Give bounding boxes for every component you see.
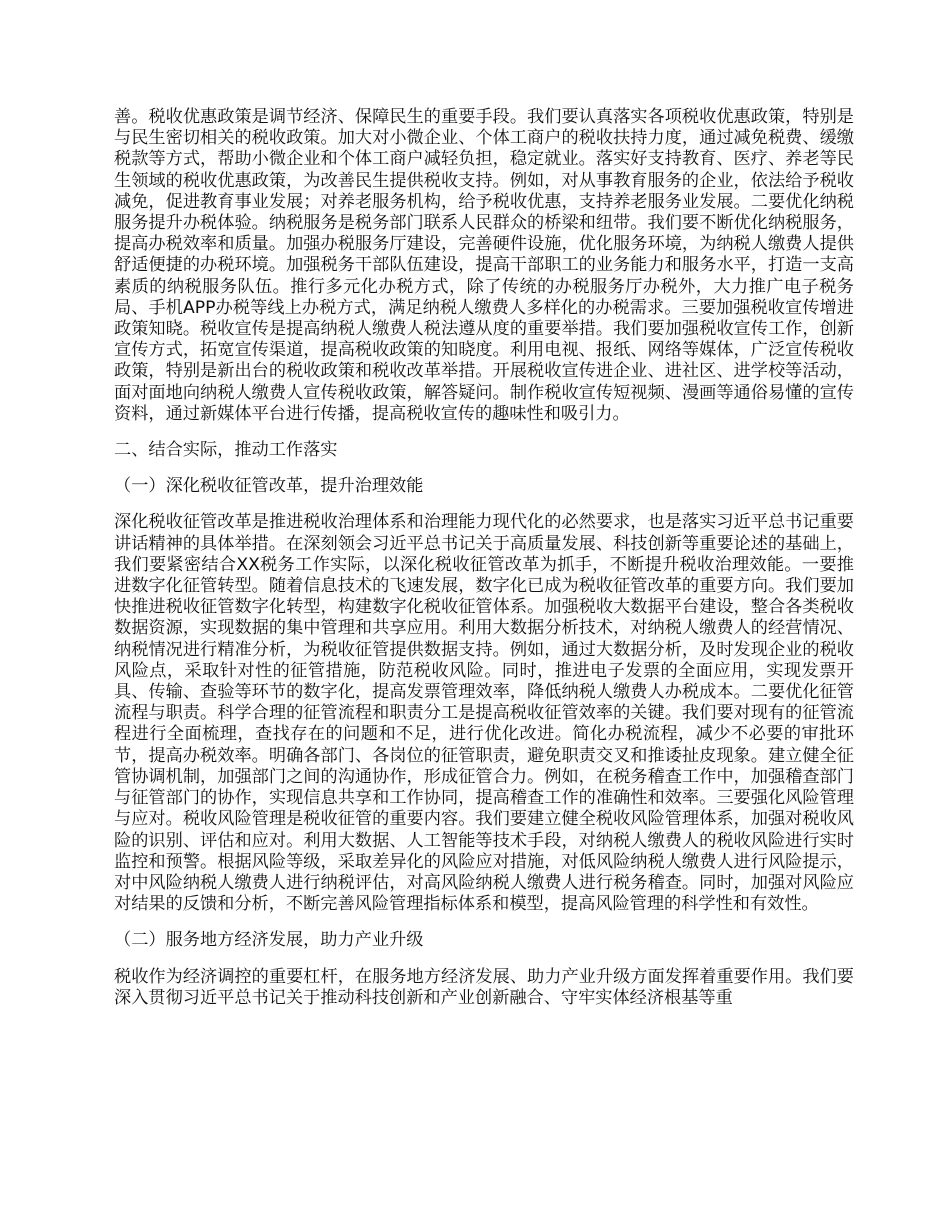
subsection-heading: （一）深化税收征管改革，提升治理效能 — [114, 476, 424, 497]
section-heading: 二、结合实际，推动工作落实 — [114, 440, 338, 461]
subsection-heading: （二）服务地方经济发展，助力产业升级 — [114, 930, 424, 951]
document-page — [114, 107, 854, 1009]
body-paragraph: 深化税收征管改革是推进税收治理体系和治理能力现代化的必然要求，也是落实习近平总书记重要讲话精神的具体举措。在深刻领会习近平总书记关于高质量发展、科技创新等重要论述的基础上，我们要紧密结合XX税务工作实际，以深化税收征管改革为抓手，不断提升税收治理效能。一要推进数字化征管转型。随着信息技术的飞速发展，数字化已成为税收征管改革的重要方向。我们要加快推进税收征管数字化转型，构建数字化税收征管体系。加强税收大数据平台建设，整合各类税收数据资源，实现数据的集中管理和共享应用。利用大数据分析技术，对纳税人缴费人的经营情况、纳税情况进行精准分析，为税收征管提供数据支持。例如，通过大数据分析，及时发现企业的税收风险点，采取针对性的征管措施，防范税收风险。同时，推进电子发票的全面应用，实现发票开具、传输、查验等环节的数字化，提高发票管理效率，降低纳税人缴费人办税成本。二要优化征管流程与职责。科学合理的征管流程和职责分工是提高税收征管效率的关键。我们要对现有的征管流程进行全面梳理，查找存在的问题和不足，进行优化改进。简化办税流程，减少不必要的审批环节，提高办税效率。明确各部门、各岗位的征管职责，避免职责交叉和推诿扯皮现象。建立健全征管协调机制，加强部门之间的沟通协作，形成征管合力。例如，在税务稽查工作中，加强稽查部门与征管部门的协作，实现信息共享和工作协同，提高稽查工作的准确性和效率。三要强化风险管理与应对。税收风险管理是税收征管的重要内容。我们要建立健全税收风险管理体系，加强对税收风险的识别、评估和应对。利用大数据、人工智能等技术手段，对纳税人缴费人的税收风险进行实时监控和预警。根据风险等级，采取差异化的风险应对措施，对低风险纳税人缴费人进行风险提示，对中风险纳税人缴费人进行纳税评估，对高风险纳税人缴费人进行税务稽查。同时，加强对风险应对结果的反馈和分析，不断完善风险管理指标体系和模型，提高风险管理的科学性和有效性。 — [114, 512, 854, 915]
body-paragraph: 善。税收优惠政策是调节经济、保障民生的重要手段。我们要认真落实各项税收优惠政策，特别是与民生密切相关的税收政策。加大对小微企业、个体工商户的税收扶持力度，通过减免税费、缓缴税款等方式，帮助小微企业和个体工商户减轻负担，稳定就业。落实好支持教育、医疗、养老等民生领域的税收优惠政策，为改善民生提供税收支持。例如，对从事教育服务的企业，依法给予税收减免，促进教育事业发展；对养老服务机构，给予税收优惠，支持养老服务业发展。二要优化纳税服务提升办税体验。纳税服务是税务部门联系人民群众的桥梁和纽带。我们要不断优化纳税服务，提高办税效率和质量。加强办税服务厅建设，完善硬件设施，优化服务环境，为纳税人缴费人提供舒适便捷的办税环境。加强税务干部队伍建设，提高干部职工的业务能力和服务水平，打造一支高素质的纳税服务队伍。推行多元化办税方式，除了传统的办税服务厅办税外，大力推广电子税务局、手机APP办税等线上办税方式，满足纳税人缴费人多样化的办税需求。三要加强税收宣传增进政策知晓。税收宣传是提高纳税人缴费人税法遵从度的重要举措。我们要加强税收宣传工作，创新宣传方式，拓宽宣传渠道，提高税收政策的知晓度。利用电视、报纸、网络等媒体，广泛宣传税收政策，特别是新出台的税收政策和税收改革举措。开展税收宣传进企业、进社区、进学校等活动，面对面地向纳税人缴费人宣传税收政策，解答疑问。制作税收宣传短视频、漫画等通俗易懂的宣传资料，通过新媒体平台进行传播，提高税收宣传的趣味性和吸引力。 — [114, 107, 854, 424]
body-paragraph: 税收作为经济调控的重要杠杆，在服务地方经济发展、助力产业升级方面发挥着重要作用。我们要深入贯彻习近平总书记关于推动科技创新和产业创新融合、守牢实体经济根基等重 — [114, 966, 854, 1008]
